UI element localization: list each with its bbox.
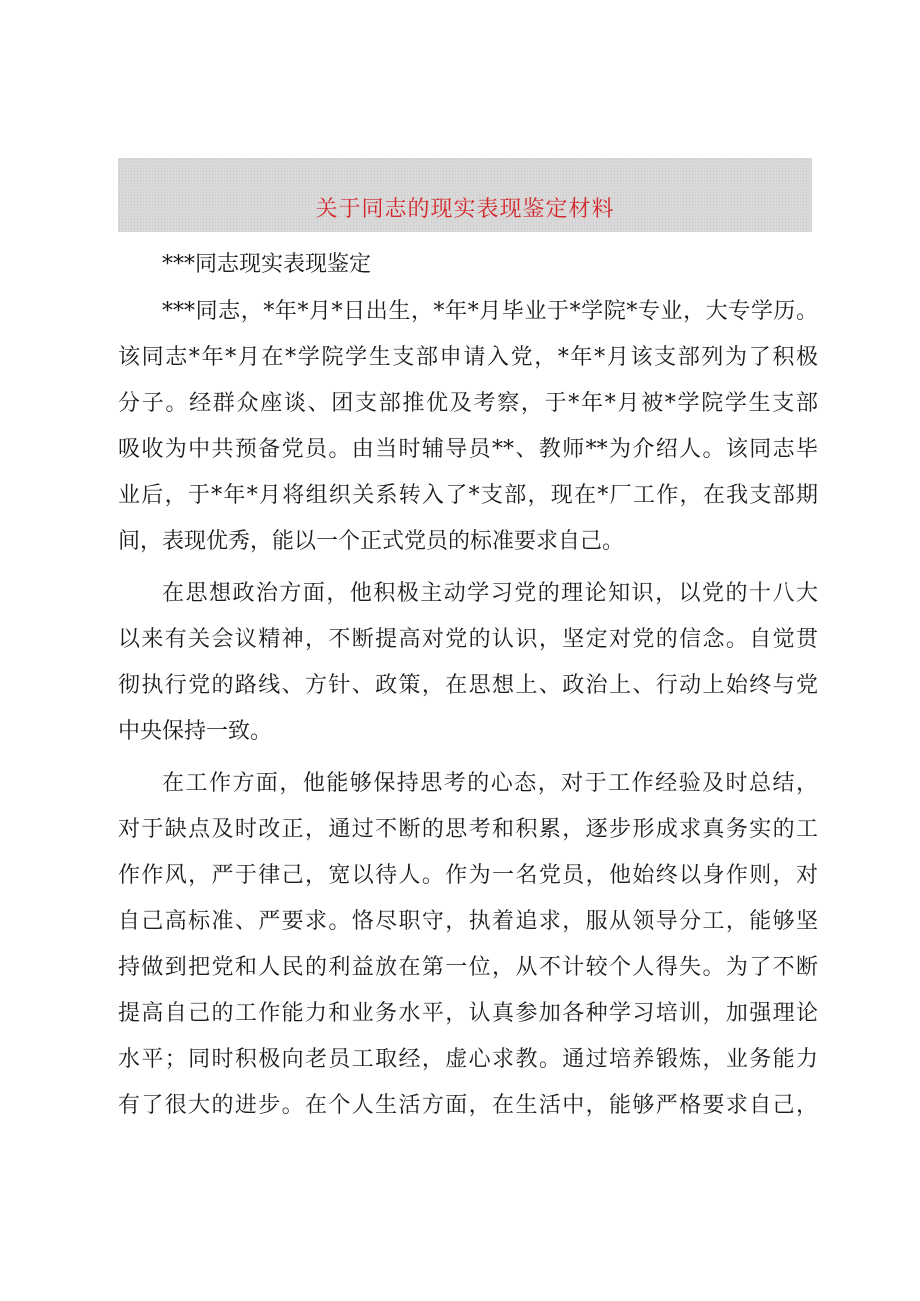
paragraph-line: 彻执行党的路线、方针、政策，在思想上、政治上、行动上始终与党	[118, 673, 818, 698]
paragraph-line: 作作风，严于律己，宽以待人。作为一名党员，他始终以身作则，对	[118, 863, 818, 888]
paragraph-line: 分子。经群众座谈、团支部推优及考察，于*年*月被*学院学生支部	[118, 391, 818, 416]
paragraph-line: 在思想政治方面，他积极主动学习党的理论知识，以党的十八大	[162, 581, 818, 606]
paragraph-line: 中央保持一致。	[118, 719, 273, 744]
paragraph-intro	[118, 289, 818, 565]
paragraph-line: 有了很大的进步。在个人生活方面，在生活中，能够严格要求自己，	[118, 1093, 818, 1118]
paragraph-line: 提高自己的工作能力和业务水平，认真参加各种学习培训，加强理论	[118, 1001, 818, 1026]
paragraph-line: 间，表现优秀，能以一个正式党员的标准要求自己。	[118, 529, 625, 554]
paragraph-work	[118, 761, 818, 1129]
paragraph-line: 在工作方面，他能够保持思考的心态，对于工作经验及时总结，	[162, 771, 818, 796]
paragraph-line: 自己高标准、严要求。恪尽职守，执着追求，服从领导分工，能够坚	[118, 909, 818, 934]
document-body	[118, 243, 818, 1129]
paragraph-line: 水平；同时积极向老员工取经，虚心求教。通过培养锻炼，业务能力	[118, 1047, 818, 1072]
paragraph-politics	[118, 571, 818, 755]
paragraph-line: ***同志，*年*月*日出生，*年*月毕业于*学院*专业，大专学历。	[162, 299, 818, 324]
paragraph-line: 业后，于*年*月将组织关系转入了*支部，现在*厂工作，在我支部期	[118, 483, 818, 508]
paragraph-line: 该同志*年*月在*学院学生支部申请入党，*年*月该支部列为了积极	[118, 345, 818, 370]
title-banner	[118, 158, 812, 232]
document-subtitle: ***同志现实表现鉴定	[162, 252, 372, 277]
paragraph-line: 以来有关会议精神，不断提高对党的认识，坚定对党的信念。自觉贯	[118, 627, 818, 652]
paragraph-line: 吸收为中共预备党员。由当时辅导员**、教师**为介绍人。该同志毕	[118, 437, 818, 462]
paragraph-line: 对于缺点及时改正，通过不断的思考和积累，逐步形成求真务实的工	[118, 817, 818, 842]
paragraph-line: 持做到把党和人民的利益放在第一位，从不计较个人得失。为了不断	[118, 955, 818, 980]
document-title: 关于同志的现实表现鉴定材料	[315, 196, 615, 222]
